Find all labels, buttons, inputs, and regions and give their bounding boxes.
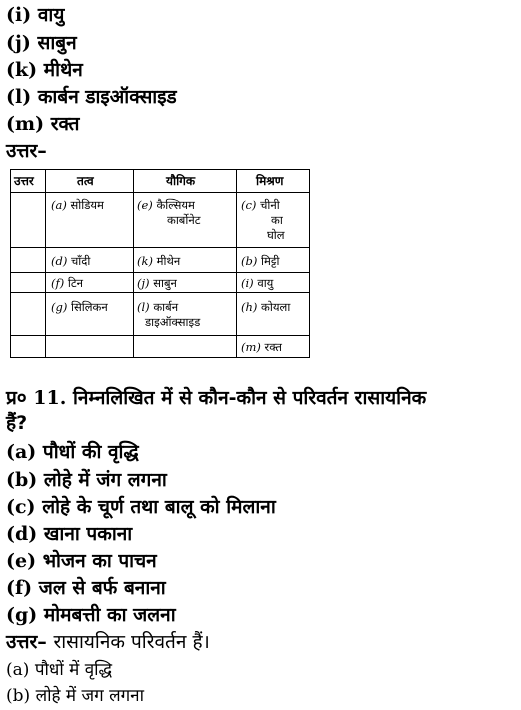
list-item: (l) कार्बन डाइऑक्साइड — [6, 86, 177, 108]
table-cell: (h) कोयला — [241, 300, 291, 314]
table-divider — [236, 170, 237, 357]
table-cell: (m) रक्त — [241, 340, 282, 354]
table-divider — [45, 170, 46, 357]
list-item: (e) भोजन का पाचन — [6, 550, 157, 572]
table-header: यौगिक — [166, 174, 196, 188]
table-cell: (c) चीनी का घोल — [241, 198, 285, 242]
question-heading: प्र० 11. निम्नलिखित में से कौन-कौन से परिवर्तन रासायनिक — [6, 387, 427, 409]
table-header: उत्तर — [14, 174, 34, 188]
table-cell: (f) टिन — [51, 276, 84, 290]
table-header: मिश्रण — [256, 174, 284, 188]
table-cell: (e) कैल्सियम कार्बोनेट — [137, 198, 201, 227]
list-item: (g) मोमबत्ती का जलना — [6, 604, 176, 626]
table-divider — [11, 292, 309, 293]
table-cell: (l) कार्बन डाइऑक्साइड — [137, 300, 201, 329]
answer-label: उत्तर– — [6, 140, 47, 162]
table-divider — [11, 192, 309, 193]
table-divider — [11, 272, 309, 273]
list-item: (d) खाना पकाना — [6, 523, 133, 545]
table-cell: (b) मिट्टी — [241, 254, 280, 268]
list-item: (m) रक्त — [6, 113, 80, 135]
table-cell: (a) सोडियम — [51, 198, 104, 212]
list-item: (a) पौधों में वृद्धि — [6, 660, 113, 680]
table-cell: (d) चाँदी — [51, 254, 91, 268]
table-cell: (k) मीथेन — [137, 254, 181, 268]
table-cell: (i) वायु — [241, 276, 274, 290]
table-divider — [133, 170, 134, 357]
list-item: (a) पौधों की वृद्धि — [6, 441, 139, 463]
list-item: (f) जल से बर्फ बनाना — [6, 577, 166, 599]
table-divider — [11, 335, 309, 336]
list-item: (j) साबुन — [6, 32, 77, 54]
table-divider — [11, 247, 309, 248]
classification-table — [10, 169, 310, 358]
table-header: तत्व — [77, 174, 94, 188]
question-heading-cont: हैं? — [6, 412, 28, 434]
table-cell: (g) सिलिकन — [51, 300, 108, 314]
list-item: (b) लोहे में जग लगना — [6, 686, 145, 706]
list-item: (k) मीथेन — [6, 59, 83, 81]
list-item: (i) वायु — [6, 4, 65, 26]
list-item: (c) लोहे के चूर्ण तथा बालू को मिलाना — [6, 496, 276, 518]
table-cell: (j) साबुन — [137, 276, 177, 290]
answer-line: उत्तर– रासायनिक परिवर्तन हैं। — [6, 631, 210, 653]
list-item: (b) लोहे में जंग लगना — [6, 469, 167, 491]
